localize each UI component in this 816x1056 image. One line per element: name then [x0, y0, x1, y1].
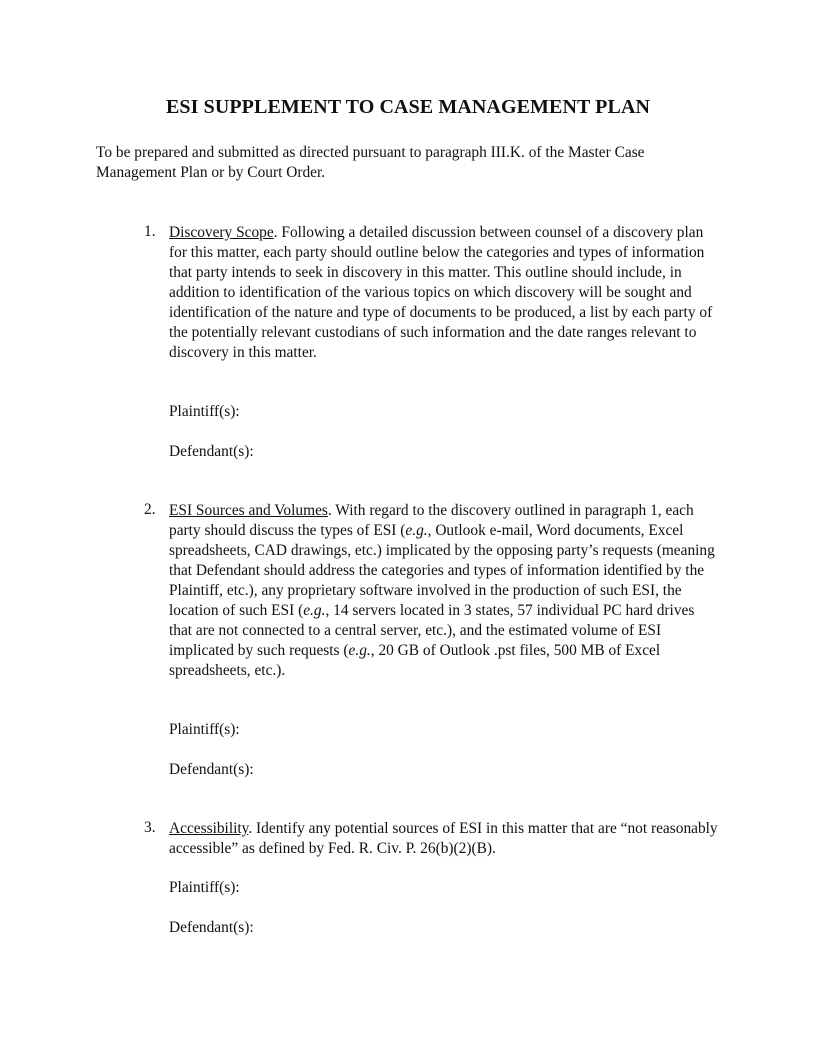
section-heading: ESI Sources and Volumes — [169, 502, 328, 519]
eg-abbrev: e.g. — [303, 602, 326, 619]
section-paragraph — [169, 819, 721, 859]
eg-abbrev: e.g. — [405, 522, 428, 539]
section-body — [169, 819, 721, 859]
section-number: 1. — [144, 223, 156, 240]
section-text: , Outlook e-mail, Word documents, Excel spreadsheets, CAD drawings, etc.) implicated by the opposing party’s requests (meaning that Defendant should address the categories and types of information identified by the Plaintiff, etc.), any proprietary software involved in the production of such ESI, the location of such ESI ( — [169, 522, 715, 619]
intro-paragraph: To be prepared and submitted as directed pursuant to paragraph III.K. of the Master Case Management Plan or by Court Order. — [96, 144, 645, 181]
section-number: 3. — [144, 819, 156, 836]
section-text: . Identify any potential sources of ESI in this matter that are “not reasonably accessible” as defined by Fed. R. Civ. P. 26(b)(2)(B). — [169, 820, 718, 857]
section-paragraph — [169, 501, 721, 681]
section-text: , 20 GB of Outlook .pst files, 500 MB of Excel spreadsheets, etc.). — [169, 642, 661, 679]
plaintiff-label: Plaintiff(s): — [169, 403, 240, 420]
eg-abbrev: e.g. — [348, 642, 371, 659]
section-body — [169, 223, 721, 363]
defendant-label: Defendant(s): — [169, 919, 254, 936]
defendant-label: Defendant(s): — [169, 443, 254, 460]
document-title: ESI SUPPLEMENT TO CASE MANAGEMENT PLAN — [165, 96, 651, 118]
plaintiff-label: Plaintiff(s): — [169, 721, 240, 738]
section-heading: Accessibility — [169, 820, 249, 837]
section-paragraph — [169, 223, 721, 363]
defendant-label: Defendant(s): — [169, 761, 254, 778]
section-text: , 14 servers located in 3 states, 57 individual PC hard drives that are not connected to a central server, etc.), and the estimated volume of ESI implicated by such requests ( — [169, 602, 695, 659]
section-text: . With regard to the discovery outlined in paragraph 1, each party should discuss the types of ESI ( — [169, 502, 694, 539]
section-body — [169, 501, 721, 681]
section-number: 2. — [144, 501, 156, 518]
plaintiff-label: Plaintiff(s): — [169, 879, 240, 896]
section-heading: Discovery Scope — [169, 224, 274, 241]
section-text: . Following a detailed discussion between counsel of a discovery plan for this matter, each party should outline below the categories and types of information that party intends to seek in discovery in this matter. This outline should include, in addition to identification of the various topics on which discovery will be sought and identification of the nature and type of documents to be produced, a list by each party of the potentially relevant custodians of such information and the date ranges relevant to discovery in this matter. — [169, 224, 713, 361]
